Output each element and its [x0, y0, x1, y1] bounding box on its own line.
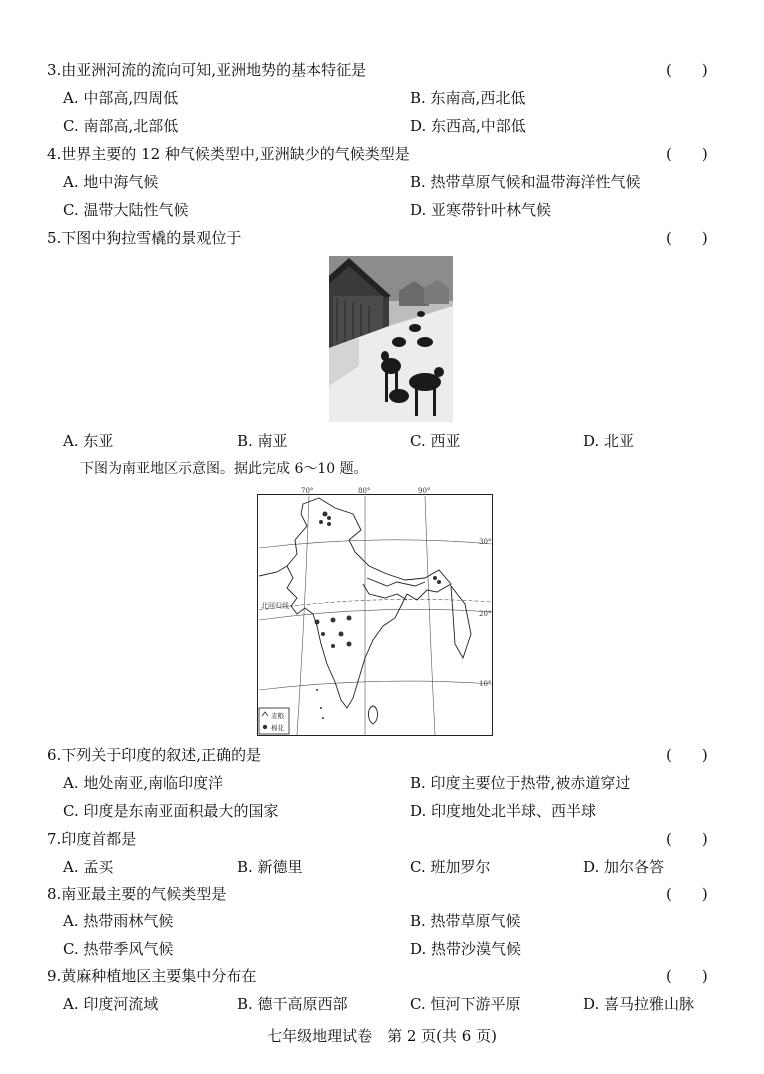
answer-paren-4[interactable]: ( ) [666, 145, 708, 163]
q5-option-c[interactable]: C. 西亚 [410, 432, 461, 450]
question-8-stem: 8.南亚最主要的气候类型是 [47, 885, 227, 903]
q8-option-b[interactable]: B. 热带草原气候 [410, 912, 521, 930]
section-intro: 下图为南亚地区示意图。据此完成 6～10 题。 [80, 461, 368, 477]
answer-paren-5[interactable]: ( ) [666, 229, 708, 247]
q4-option-d[interactable]: D. 亚寒带针叶林气候 [410, 201, 552, 219]
q5-option-a[interactable]: A. 东亚 [63, 432, 114, 450]
q4-option-b[interactable]: B. 热带草原气候和温带海洋性气候 [410, 173, 641, 191]
q8-option-c[interactable]: C. 热带季风气候 [63, 940, 174, 958]
question-5-stem: 5.下图中狗拉雪橇的景观位于 [47, 229, 242, 247]
q3-option-b[interactable]: B. 东南高,西北低 [410, 89, 526, 107]
tropic-label: 北回归线 [261, 602, 289, 610]
q6-option-a[interactable]: A. 地处南亚,南临印度洋 [63, 774, 224, 792]
q6-option-c[interactable]: C. 印度是东南亚面积最大的国家 [63, 802, 279, 820]
q3-option-d[interactable]: D. 东西高,中部低 [410, 117, 526, 135]
q7-option-b[interactable]: B. 新德里 [237, 858, 303, 876]
question-4-stem: 4.世界主要的 12 种气候类型中,亚洲缺少的气候类型是 [47, 145, 410, 163]
q3-option-c[interactable]: C. 南部高,北部低 [63, 117, 179, 135]
answer-paren-8[interactable]: ( ) [666, 885, 708, 903]
question-6-stem: 6.下列关于印度的叙述,正确的是 [47, 746, 262, 764]
q9-option-b[interactable]: B. 德干高原西部 [237, 995, 348, 1013]
q3-option-a[interactable]: A. 中部高,四周低 [63, 89, 179, 107]
q4-option-c[interactable]: C. 温带大陆性气候 [63, 201, 189, 219]
q7-option-d[interactable]: D. 加尔各答 [583, 858, 665, 876]
lat-label-10: 10° [479, 680, 492, 688]
q6-option-b[interactable]: B. 印度主要位于热带,被赤道穿过 [410, 774, 631, 792]
q5-option-b[interactable]: B. 南亚 [237, 432, 288, 450]
answer-paren-3[interactable]: ( ) [666, 61, 708, 79]
q8-option-a[interactable]: A. 热带雨林气候 [63, 912, 174, 930]
q6-option-d[interactable]: D. 印度地处北半球、西半球 [410, 802, 597, 820]
lon-label-70: 70° [301, 487, 314, 495]
answer-paren-6[interactable]: ( ) [666, 746, 708, 764]
answer-paren-9[interactable]: ( ) [666, 967, 708, 985]
lat-label-20: 20° [479, 610, 492, 618]
dog-sled-photo [329, 256, 453, 422]
q9-option-a[interactable]: A. 印度河流域 [63, 995, 159, 1013]
q9-option-c[interactable]: C. 恒河下游平原 [410, 995, 521, 1013]
cotton-legend-icon [263, 725, 267, 729]
lon-label-80: 80° [358, 487, 371, 495]
q9-option-d[interactable]: D. 喜马拉雅山脉 [583, 995, 695, 1013]
lat-label-30: 30° [479, 538, 492, 546]
q7-option-a[interactable]: A. 孟买 [63, 858, 114, 876]
q7-option-c[interactable]: C. 班加罗尔 [410, 858, 491, 876]
question-7-stem: 7.印度首都是 [47, 830, 137, 848]
question-9-stem: 9.黄麻种植地区主要集中分布在 [47, 967, 257, 985]
question-3-stem: 3.由亚洲河流的流向可知,亚洲地势的基本特征是 [47, 61, 367, 79]
legend-wheat: 麦粮 [271, 712, 284, 720]
south-asia-map [257, 487, 493, 736]
q5-option-d[interactable]: D. 北亚 [583, 432, 635, 450]
q4-option-a[interactable]: A. 地中海气候 [63, 173, 159, 191]
answer-paren-7[interactable]: ( ) [666, 830, 708, 848]
page-footer: 七年级地理试卷 第 2 页(共 6 页) [267, 1027, 497, 1045]
lon-label-90: 90° [418, 487, 431, 495]
legend-cotton: 棉花 [271, 724, 284, 732]
q8-option-d[interactable]: D. 热带沙漠气候 [410, 940, 522, 958]
